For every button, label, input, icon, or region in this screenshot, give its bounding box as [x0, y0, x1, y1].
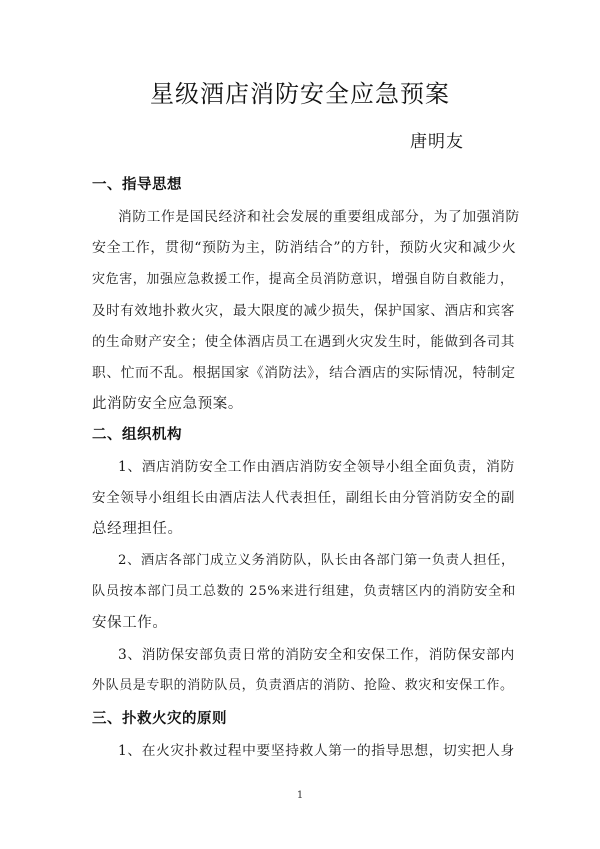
- paragraph-line: 总经理担任。: [92, 521, 183, 537]
- paragraph-line: 1、在火灾扑救过程中要坚持救人第一的指导思想，切实把人身: [118, 743, 515, 759]
- document-author: 唐明友: [410, 132, 464, 152]
- paragraph-line: 3、消防保安部负责日常的消防安全和安保工作，消防保安部内: [118, 647, 515, 663]
- paragraph-line: 1、酒店消防安全工作由酒店消防安全领导小组全面负责，消防: [118, 459, 515, 475]
- paragraph-line: 灾危害，加强应急救援工作，提高全员消防意识，增强自防自救能力，: [92, 272, 514, 287]
- section-heading-firefighting-principles: 三、扑救火灾的原则: [92, 710, 227, 727]
- section-heading-organization: 二、组织机构: [92, 426, 182, 443]
- paragraph-line: 安全工作，贯彻“预防为主，防消结合”的方针，预防火灾和减少火: [92, 240, 517, 256]
- page-number: 1: [296, 790, 304, 801]
- paragraph-line: 安保工作。: [92, 615, 168, 631]
- section-heading-guiding-principle: 一、指导思想: [92, 176, 182, 193]
- paragraph-line: 此消防安全应急预案。: [92, 396, 243, 412]
- paragraph-line: 外队员是专职的消防队员，负责酒店的消防、抢险、救灾和安保工作。: [92, 678, 514, 693]
- paragraph-line: 消防工作是国民经济和社会发展的重要组成部分，为了加强消防: [118, 209, 520, 225]
- paragraph-line: 职、忙而不乱。根据国家《消防法》，结合酒店的实际情况，特制定: [92, 365, 516, 381]
- document-title: 星级酒店消防安全应急预案: [150, 80, 450, 108]
- paragraph-line: 的生命财产安全；使全体酒店员工在遇到火灾发生时，能做到各司其: [92, 334, 515, 350]
- paragraph-line: 2、酒店各部门成立义务消防队，队长由各部门第一负责人担任，: [118, 553, 515, 568]
- paragraph-line: 及时有效地扑救火灾，最大限度的减少损失，保护国家、酒店和宾客: [92, 303, 515, 319]
- paragraph-line: 队员按本部门员工总数的 25%来进行组建，负责辖区内的消防安全和: [92, 584, 516, 599]
- paragraph-line: 安全领导小组组长由酒店法人代表担任，副组长由分管消防安全的副: [92, 490, 515, 506]
